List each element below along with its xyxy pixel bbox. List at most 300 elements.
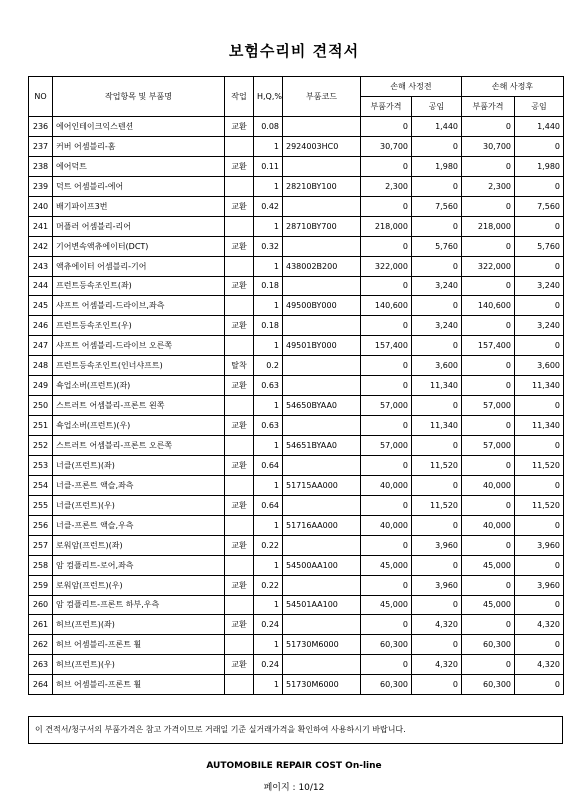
row-work: [225, 675, 254, 695]
header-work: 작업: [225, 77, 254, 117]
row-work: [225, 176, 254, 196]
row-no: 263: [29, 655, 53, 675]
row-before-labor: 5,760: [412, 236, 462, 256]
row-after-part-price: 157,400: [462, 336, 515, 356]
row-item: 너클-프론트 액슬,좌측: [53, 475, 225, 495]
row-no: 255: [29, 495, 53, 515]
table-row: [29, 316, 564, 336]
row-hq: 1: [254, 336, 283, 356]
table-row: [29, 615, 564, 635]
table-row: [29, 256, 564, 276]
row-code: [283, 615, 361, 635]
row-after-labor: 3,600: [515, 356, 564, 376]
row-item: 프런트등속조인트(우): [53, 316, 225, 336]
row-no: 250: [29, 396, 53, 416]
row-after-labor: 1,440: [515, 117, 564, 137]
row-hq: 0.18: [254, 276, 283, 296]
row-after-labor: 0: [515, 595, 564, 615]
row-after-labor: 1,980: [515, 156, 564, 176]
row-after-part-price: 0: [462, 376, 515, 396]
row-after-labor: 11,520: [515, 455, 564, 475]
row-no: 246: [29, 316, 53, 336]
row-hq: 0.11: [254, 156, 283, 176]
row-after-labor: 0: [515, 296, 564, 316]
row-after-part-price: 0: [462, 495, 515, 515]
row-item: 스트러트 어셈블리-프론트 오른쪽: [53, 436, 225, 456]
table-row: [29, 535, 564, 555]
row-no: 242: [29, 236, 53, 256]
row-no: 247: [29, 336, 53, 356]
row-after-labor: 3,240: [515, 276, 564, 296]
row-no: 257: [29, 535, 53, 555]
row-work: 교환: [225, 575, 254, 595]
row-hq: 0.32: [254, 236, 283, 256]
header-before-part-price: 부품가격: [361, 97, 412, 117]
table-row: [29, 136, 564, 156]
row-item: 허브(프런트)(우): [53, 655, 225, 675]
row-after-part-price: 218,000: [462, 216, 515, 236]
row-work: 교환: [225, 615, 254, 635]
row-before-labor: 11,340: [412, 376, 462, 396]
row-item: 에어덕트: [53, 156, 225, 176]
row-before-part-price: 57,000: [361, 436, 412, 456]
table-row: [29, 595, 564, 615]
row-item: 샤프트 어셈블리-드라이브,좌측: [53, 296, 225, 316]
table-row: [29, 675, 564, 695]
row-hq: 0.24: [254, 615, 283, 635]
row-item: 허브 어셈블리-프론트 휠: [53, 675, 225, 695]
row-after-part-price: 0: [462, 575, 515, 595]
row-before-part-price: 157,400: [361, 336, 412, 356]
row-after-labor: 3,240: [515, 316, 564, 336]
row-before-labor: 0: [412, 136, 462, 156]
row-no: 261: [29, 615, 53, 635]
row-item: 기어변속액츄에이터(DCT): [53, 236, 225, 256]
row-before-labor: 0: [412, 396, 462, 416]
row-work: 교환: [225, 117, 254, 137]
row-after-part-price: 0: [462, 535, 515, 555]
row-item: 쇽업소버(프런트)(우): [53, 416, 225, 436]
row-before-labor: 0: [412, 436, 462, 456]
row-code: 54500AA100: [283, 555, 361, 575]
row-after-labor: 0: [515, 515, 564, 535]
row-after-labor: 4,320: [515, 615, 564, 635]
row-code: [283, 416, 361, 436]
row-code: 28710BY700: [283, 216, 361, 236]
row-after-labor: 0: [515, 136, 564, 156]
row-after-part-price: 30,700: [462, 136, 515, 156]
row-item: 너클(프런트)(우): [53, 495, 225, 515]
row-hq: 1: [254, 216, 283, 236]
row-before-labor: 0: [412, 675, 462, 695]
row-code: 28210BY100: [283, 176, 361, 196]
row-no: 253: [29, 455, 53, 475]
row-code: [283, 236, 361, 256]
row-after-part-price: 45,000: [462, 555, 515, 575]
row-code: [283, 117, 361, 137]
table-row: [29, 455, 564, 475]
row-no: 258: [29, 555, 53, 575]
row-work: [225, 555, 254, 575]
row-work: [225, 336, 254, 356]
header-code: 부품코드: [283, 77, 361, 117]
row-after-labor: 0: [515, 635, 564, 655]
row-code: [283, 196, 361, 216]
row-item: 머플러 어셈블리-리어: [53, 216, 225, 236]
row-item: 너클-프론트 액슬,우측: [53, 515, 225, 535]
row-no: 251: [29, 416, 53, 436]
row-before-labor: 11,520: [412, 495, 462, 515]
row-work: 교환: [225, 196, 254, 216]
table-row: [29, 495, 564, 515]
row-item: 허브 어셈블리-프론트 휠: [53, 635, 225, 655]
row-after-labor: 0: [515, 475, 564, 495]
row-before-part-price: 0: [361, 356, 412, 376]
row-before-part-price: 0: [361, 416, 412, 436]
row-after-labor: 0: [515, 256, 564, 276]
row-before-part-price: 40,000: [361, 515, 412, 535]
table-row: [29, 196, 564, 216]
row-after-labor: 11,340: [515, 376, 564, 396]
table-row: [29, 117, 564, 137]
row-after-part-price: 0: [462, 276, 515, 296]
row-code: [283, 535, 361, 555]
footer-brand: AUTOMOBILE REPAIR COST On-line: [206, 761, 382, 771]
row-no: 248: [29, 356, 53, 376]
row-after-labor: 0: [515, 555, 564, 575]
row-before-part-price: 0: [361, 495, 412, 515]
row-item: 프런트등속조인트(좌): [53, 276, 225, 296]
row-before-part-price: 322,000: [361, 256, 412, 276]
row-before-part-price: 0: [361, 535, 412, 555]
row-work: [225, 296, 254, 316]
table-row: [29, 216, 564, 236]
row-item: 암 컴플리트-로어,좌측: [53, 555, 225, 575]
row-after-labor: 0: [515, 396, 564, 416]
estimate-table: [28, 76, 564, 695]
row-code: [283, 495, 361, 515]
row-after-part-price: 0: [462, 655, 515, 675]
row-item: 쇽업소버(프런트)(좌): [53, 376, 225, 396]
row-after-labor: 11,520: [515, 495, 564, 515]
row-before-part-price: 0: [361, 615, 412, 635]
price-notice: 이 견적서/청구서의 부품가격은 참고 가격이므로 거래일 기준 실거래가격을 확인하여 사용하시기 바랍니다.: [28, 716, 563, 744]
row-hq: 1: [254, 475, 283, 495]
row-before-labor: 3,600: [412, 356, 462, 376]
row-work: [225, 216, 254, 236]
row-before-labor: 4,320: [412, 655, 462, 675]
row-code: [283, 316, 361, 336]
row-work: [225, 475, 254, 495]
table-row: [29, 575, 564, 595]
row-item: 커버 어셈블리-홈: [53, 136, 225, 156]
row-work: 탈착: [225, 356, 254, 376]
row-after-part-price: 140,600: [462, 296, 515, 316]
row-after-part-price: 2,300: [462, 176, 515, 196]
row-after-part-price: 57,000: [462, 396, 515, 416]
row-before-labor: 3,960: [412, 535, 462, 555]
row-hq: 1: [254, 396, 283, 416]
table-row: [29, 475, 564, 495]
row-before-labor: 7,560: [412, 196, 462, 216]
header-before-adjustment: 손해 사정전: [361, 77, 462, 97]
row-after-labor: 4,320: [515, 655, 564, 675]
row-hq: 1: [254, 136, 283, 156]
row-work: [225, 136, 254, 156]
row-work: [225, 256, 254, 276]
row-before-labor: 1,440: [412, 117, 462, 137]
page-number: 페이지 : 10/12: [263, 783, 325, 793]
row-code: 49501BY000: [283, 336, 361, 356]
row-before-labor: 0: [412, 256, 462, 276]
row-hq: 1: [254, 555, 283, 575]
row-no: 240: [29, 196, 53, 216]
table-row: [29, 376, 564, 396]
row-before-labor: 1,980: [412, 156, 462, 176]
row-work: 교환: [225, 535, 254, 555]
row-code: [283, 575, 361, 595]
row-hq: 0.2: [254, 356, 283, 376]
row-before-part-price: 0: [361, 236, 412, 256]
row-code: [283, 276, 361, 296]
row-hq: 0.64: [254, 455, 283, 475]
row-hq: 0.63: [254, 376, 283, 396]
row-before-part-price: 60,300: [361, 635, 412, 655]
row-work: 교환: [225, 376, 254, 396]
row-after-labor: 0: [515, 336, 564, 356]
row-item: 배기파이프3번: [53, 196, 225, 216]
row-before-labor: 0: [412, 296, 462, 316]
row-work: 교환: [225, 416, 254, 436]
row-after-labor: 0: [515, 436, 564, 456]
row-code: 438002B200: [283, 256, 361, 276]
row-code: 51730M6000: [283, 675, 361, 695]
row-work: 교환: [225, 156, 254, 176]
row-work: 교환: [225, 455, 254, 475]
table-row: [29, 655, 564, 675]
row-hq: 0.42: [254, 196, 283, 216]
table-row: [29, 555, 564, 575]
row-before-labor: 0: [412, 475, 462, 495]
row-item: 너클(프런트)(좌): [53, 455, 225, 475]
row-hq: 1: [254, 675, 283, 695]
row-code: 51730M6000: [283, 635, 361, 655]
row-item: 샤프트 어셈블리-드라이브 오른쪽: [53, 336, 225, 356]
row-before-part-price: 0: [361, 196, 412, 216]
row-work: 교환: [225, 236, 254, 256]
row-before-part-price: 140,600: [361, 296, 412, 316]
row-before-part-price: 45,000: [361, 555, 412, 575]
estimate-rows: [29, 117, 564, 695]
row-no: 259: [29, 575, 53, 595]
row-hq: 1: [254, 176, 283, 196]
row-before-part-price: 30,700: [361, 136, 412, 156]
row-work: [225, 635, 254, 655]
table-row: [29, 296, 564, 316]
row-before-part-price: 0: [361, 117, 412, 137]
header-before-labor: 공임: [412, 97, 462, 117]
row-before-part-price: 0: [361, 156, 412, 176]
row-hq: 1: [254, 296, 283, 316]
row-after-part-price: 0: [462, 236, 515, 256]
row-hq: 1: [254, 635, 283, 655]
row-item: 로워암(프런트)(우): [53, 575, 225, 595]
row-before-labor: 0: [412, 635, 462, 655]
row-work: [225, 396, 254, 416]
row-before-labor: 0: [412, 176, 462, 196]
row-no: 236: [29, 117, 53, 137]
table-row: [29, 635, 564, 655]
row-work: [225, 595, 254, 615]
row-work: [225, 436, 254, 456]
row-hq: 1: [254, 256, 283, 276]
row-code: 54501AA100: [283, 595, 361, 615]
row-code: [283, 655, 361, 675]
row-no: 239: [29, 176, 53, 196]
row-no: 254: [29, 475, 53, 495]
row-hq: 1: [254, 595, 283, 615]
row-before-part-price: 0: [361, 455, 412, 475]
header-item: 작업항목 및 부품명: [53, 77, 225, 117]
row-item: 덕트 어셈블리-에어: [53, 176, 225, 196]
row-after-part-price: 0: [462, 416, 515, 436]
row-item: 로워암(프런트)(좌): [53, 535, 225, 555]
row-no: 238: [29, 156, 53, 176]
row-before-part-price: 0: [361, 655, 412, 675]
row-no: 260: [29, 595, 53, 615]
row-before-labor: 11,340: [412, 416, 462, 436]
row-no: 237: [29, 136, 53, 156]
row-item: 액츄에이터 어셈블리-기어: [53, 256, 225, 276]
table-row: [29, 236, 564, 256]
row-before-labor: 0: [412, 216, 462, 236]
row-work: 교환: [225, 655, 254, 675]
row-after-labor: 0: [515, 675, 564, 695]
row-before-part-price: 40,000: [361, 475, 412, 495]
row-after-labor: 3,960: [515, 535, 564, 555]
row-before-part-price: 57,000: [361, 396, 412, 416]
row-no: 244: [29, 276, 53, 296]
row-hq: 0.64: [254, 495, 283, 515]
row-before-labor: 4,320: [412, 615, 462, 635]
row-code: [283, 156, 361, 176]
row-after-part-price: 45,000: [462, 595, 515, 615]
row-hq: 0.24: [254, 655, 283, 675]
table-row: [29, 416, 564, 436]
row-before-labor: 0: [412, 595, 462, 615]
row-code: [283, 376, 361, 396]
row-hq: 1: [254, 515, 283, 535]
row-before-part-price: 0: [361, 575, 412, 595]
row-code: 2924003HC0: [283, 136, 361, 156]
row-before-part-price: 0: [361, 276, 412, 296]
row-code: 54651BYAA0: [283, 436, 361, 456]
row-work: 교환: [225, 495, 254, 515]
row-hq: 0.18: [254, 316, 283, 336]
row-no: 245: [29, 296, 53, 316]
document-title: 보험수리비 견적서: [228, 42, 360, 60]
table-row: [29, 276, 564, 296]
row-before-labor: 3,240: [412, 316, 462, 336]
row-hq: 0.63: [254, 416, 283, 436]
row-before-part-price: 0: [361, 316, 412, 336]
row-hq: 0.08: [254, 117, 283, 137]
row-item: 에어인테이크익스텐션: [53, 117, 225, 137]
row-after-part-price: 0: [462, 615, 515, 635]
row-no: 264: [29, 675, 53, 695]
row-after-labor: 3,960: [515, 575, 564, 595]
table-row: [29, 356, 564, 376]
row-hq: 0.22: [254, 535, 283, 555]
row-before-labor: 0: [412, 336, 462, 356]
header-after-part-price: 부품가격: [462, 97, 515, 117]
header-after-labor: 공임: [515, 97, 564, 117]
row-before-labor: 0: [412, 515, 462, 535]
row-hq: 1: [254, 436, 283, 456]
row-code: 54650BYAA0: [283, 396, 361, 416]
row-after-part-price: 0: [462, 117, 515, 137]
row-after-part-price: 40,000: [462, 475, 515, 495]
row-no: 252: [29, 436, 53, 456]
row-item: 허브(프런트)(좌): [53, 615, 225, 635]
row-after-part-price: 0: [462, 196, 515, 216]
row-work: [225, 515, 254, 535]
table-row: [29, 515, 564, 535]
row-after-labor: 0: [515, 176, 564, 196]
table-row: [29, 336, 564, 356]
row-before-part-price: 45,000: [361, 595, 412, 615]
row-code: [283, 455, 361, 475]
row-code: 49500BY000: [283, 296, 361, 316]
row-work: 교환: [225, 316, 254, 336]
row-after-labor: 7,560: [515, 196, 564, 216]
row-item: 암 컴플리트-프론트 하부,우측: [53, 595, 225, 615]
row-no: 249: [29, 376, 53, 396]
row-no: 262: [29, 635, 53, 655]
row-item: 스트러트 어셈블리-프론트 왼쪽: [53, 396, 225, 416]
row-before-labor: 11,520: [412, 455, 462, 475]
row-after-part-price: 0: [462, 356, 515, 376]
row-code: [283, 356, 361, 376]
row-item: 프런트등속조인트(인너샤프트): [53, 356, 225, 376]
row-before-part-price: 2,300: [361, 176, 412, 196]
row-after-part-price: 57,000: [462, 436, 515, 456]
row-after-labor: 5,760: [515, 236, 564, 256]
row-before-part-price: 60,300: [361, 675, 412, 695]
row-after-part-price: 60,300: [462, 675, 515, 695]
row-after-part-price: 0: [462, 316, 515, 336]
header-after-adjustment: 손해 사정후: [462, 77, 564, 97]
row-after-part-price: 0: [462, 455, 515, 475]
row-before-labor: 0: [412, 555, 462, 575]
row-after-labor: 0: [515, 216, 564, 236]
row-after-part-price: 322,000: [462, 256, 515, 276]
table-row: [29, 436, 564, 456]
row-after-part-price: 0: [462, 156, 515, 176]
table-row: [29, 156, 564, 176]
row-after-labor: 11,340: [515, 416, 564, 436]
header-hq: H,Q,%: [254, 77, 283, 117]
row-no: 241: [29, 216, 53, 236]
header-no: NO: [29, 77, 53, 117]
row-no: 243: [29, 256, 53, 276]
row-before-part-price: 0: [361, 376, 412, 396]
row-after-part-price: 60,300: [462, 635, 515, 655]
row-code: 51715AA000: [283, 475, 361, 495]
row-no: 256: [29, 515, 53, 535]
row-hq: 0.22: [254, 575, 283, 595]
row-before-part-price: 218,000: [361, 216, 412, 236]
